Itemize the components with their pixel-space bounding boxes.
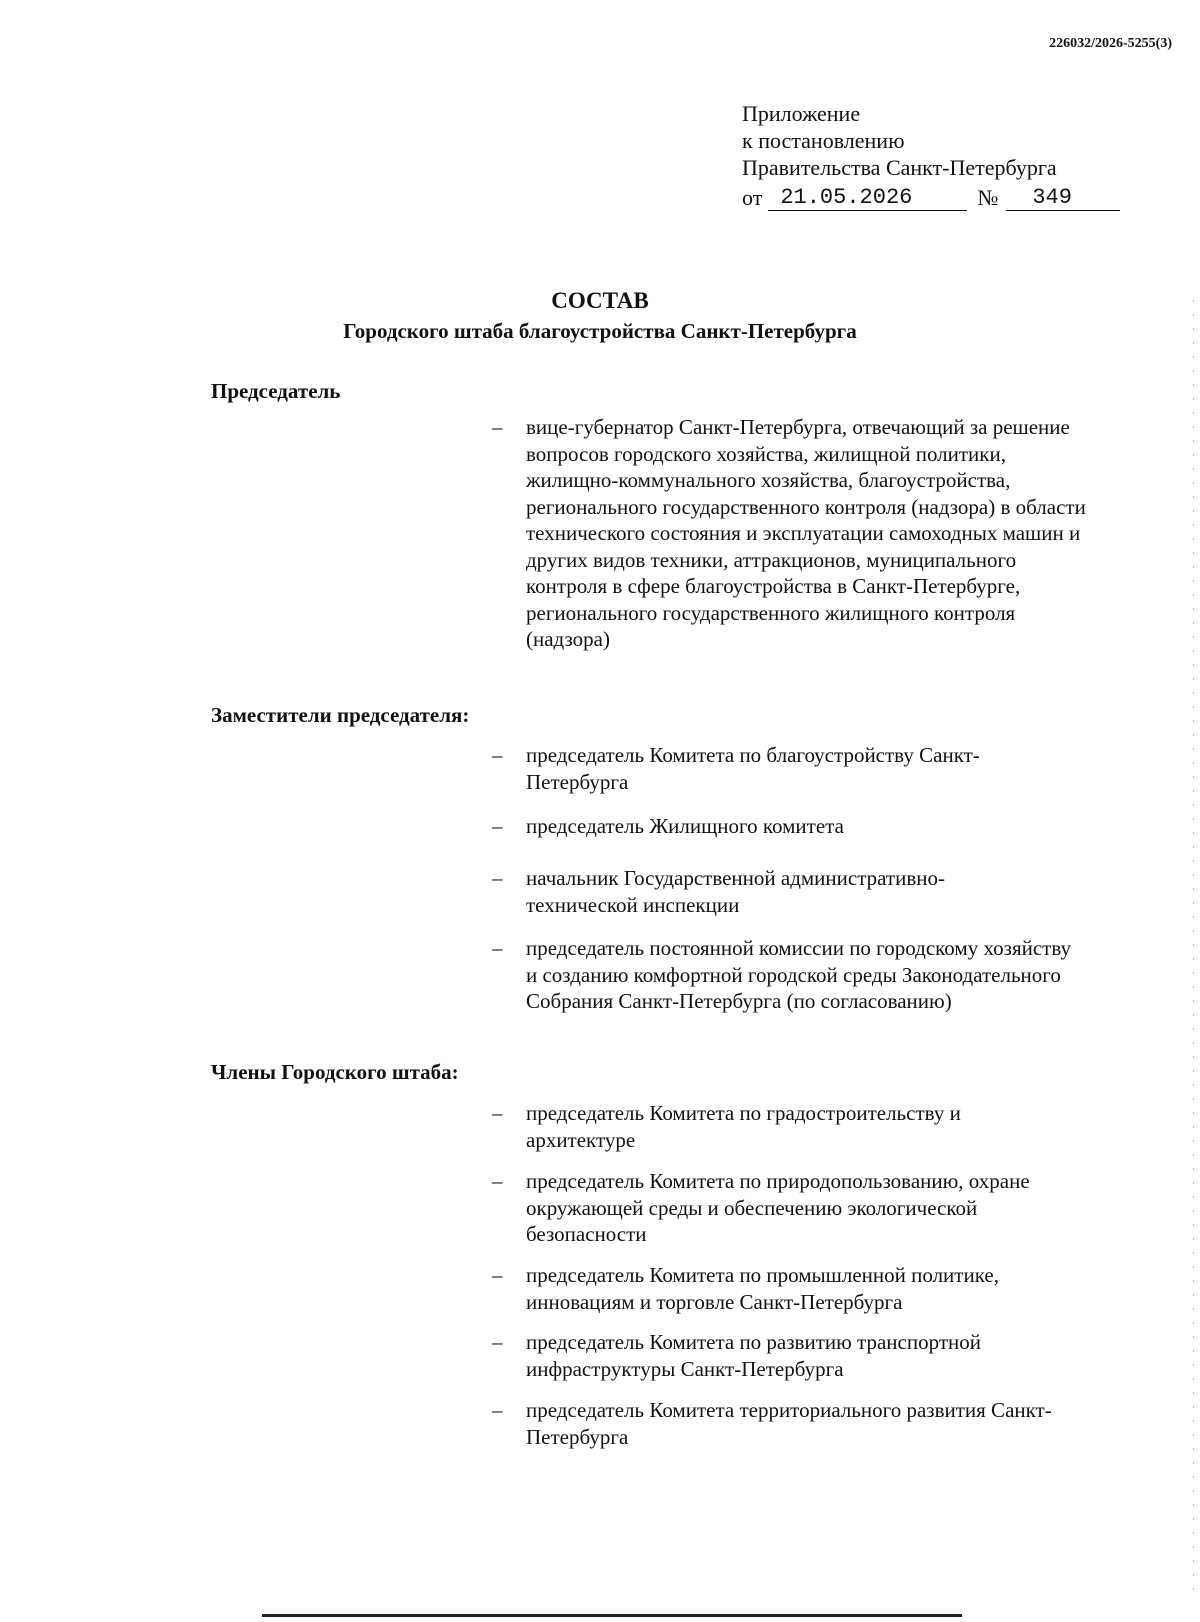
appendix-date-line [742,181,1120,211]
list-item-text: председатель Комитета по развитию транспортной инфраструктуры Санкт-Петербурга [526,1330,981,1381]
appendix-block [742,100,1120,211]
section-heading-members: Члены Городского штаба: [211,1060,459,1084]
section-heading-chairman: Председатель [211,379,341,403]
list-item-text: председатель Комитета по благоустройству Санкт-Петербурга [526,743,980,794]
document-title: СОСТАВ [551,288,649,313]
resolution-number: 349 [1006,186,1120,211]
list-item-text: вице-губернатор Санкт-Петербурга, отвечающий за решение вопросов городского хозяйства, жилищной политики, жилищно-коммунального хозяйства, благоустройства, регионального государственного контроля (надзора) в области технического состояния и эксплуатации самоходных машин и других видов техники, аттракционов, муниципального контроля в сфере благоустройства в Санкт-Петербурге, регионального государственного жилищного контроля (надзора) [526,415,1086,651]
list-item-text: начальник Государственной административно-технической инспекции [526,866,945,917]
document-subtitle: Городского штаба благоустройства Санкт-Петербурга [343,319,857,343]
date-prefix: от [742,185,763,210]
list-item-member [492,1168,1062,1248]
dash-marker: – [492,743,503,767]
list-item-deputy [492,865,962,918]
document-id: 226032/2026-5255(3) [1049,36,1172,51]
document-title-block [0,286,1200,346]
appendix-label: Приложение [742,101,861,126]
list-item-text: председатель Комитета по промышленной политике, инновациям и торговле Санкт-Петербурга [526,1263,999,1314]
list-item-deputy [492,935,1082,1015]
appendix-issuer: Правительства Санкт-Петербурга [742,155,1057,180]
list-item-text: председатель Комитета по градостроительству и архитектуре [526,1101,961,1152]
dash-marker: – [492,866,503,890]
list-item-text: председатель постоянной комиссии по городскому хозяйству и созданию комфортной городской среды Законодательного Собрания Санкт-Петербурга (по согласованию) [526,936,1072,1013]
list-item-member [492,1329,1072,1382]
dash-marker: – [492,936,503,960]
appendix-reference: к постановлению [742,128,905,153]
list-item-member [492,1100,1022,1153]
list-item-text: председатель Комитета по природопользованию, охране окружающей среды и обеспечению экологической безопасности [526,1169,1030,1246]
number-prefix: № [977,185,999,210]
resolution-date: 21.05.2026 [768,186,967,211]
section-heading-deputies: Заместители председателя: [211,703,470,727]
scan-edge-artifact [1193,300,1194,1600]
dash-marker: – [492,814,503,838]
dash-marker: – [492,1169,503,1193]
dash-marker: – [492,1330,503,1354]
list-item-chairman [492,414,1102,653]
dash-marker: – [492,1101,503,1125]
list-item-deputy [492,813,1112,840]
list-item-deputy [492,742,1022,795]
list-item-text: председатель Комитета территориального развития Санкт-Петербурга [526,1398,1052,1449]
list-item-member [492,1262,1092,1315]
list-item-member [492,1397,1092,1450]
scan-bottom-line [262,1614,962,1617]
dash-marker: – [492,1398,503,1422]
list-item-text: председатель Жилищного комитета [526,814,844,838]
dash-marker: – [492,1263,503,1287]
dash-marker: – [492,415,503,439]
